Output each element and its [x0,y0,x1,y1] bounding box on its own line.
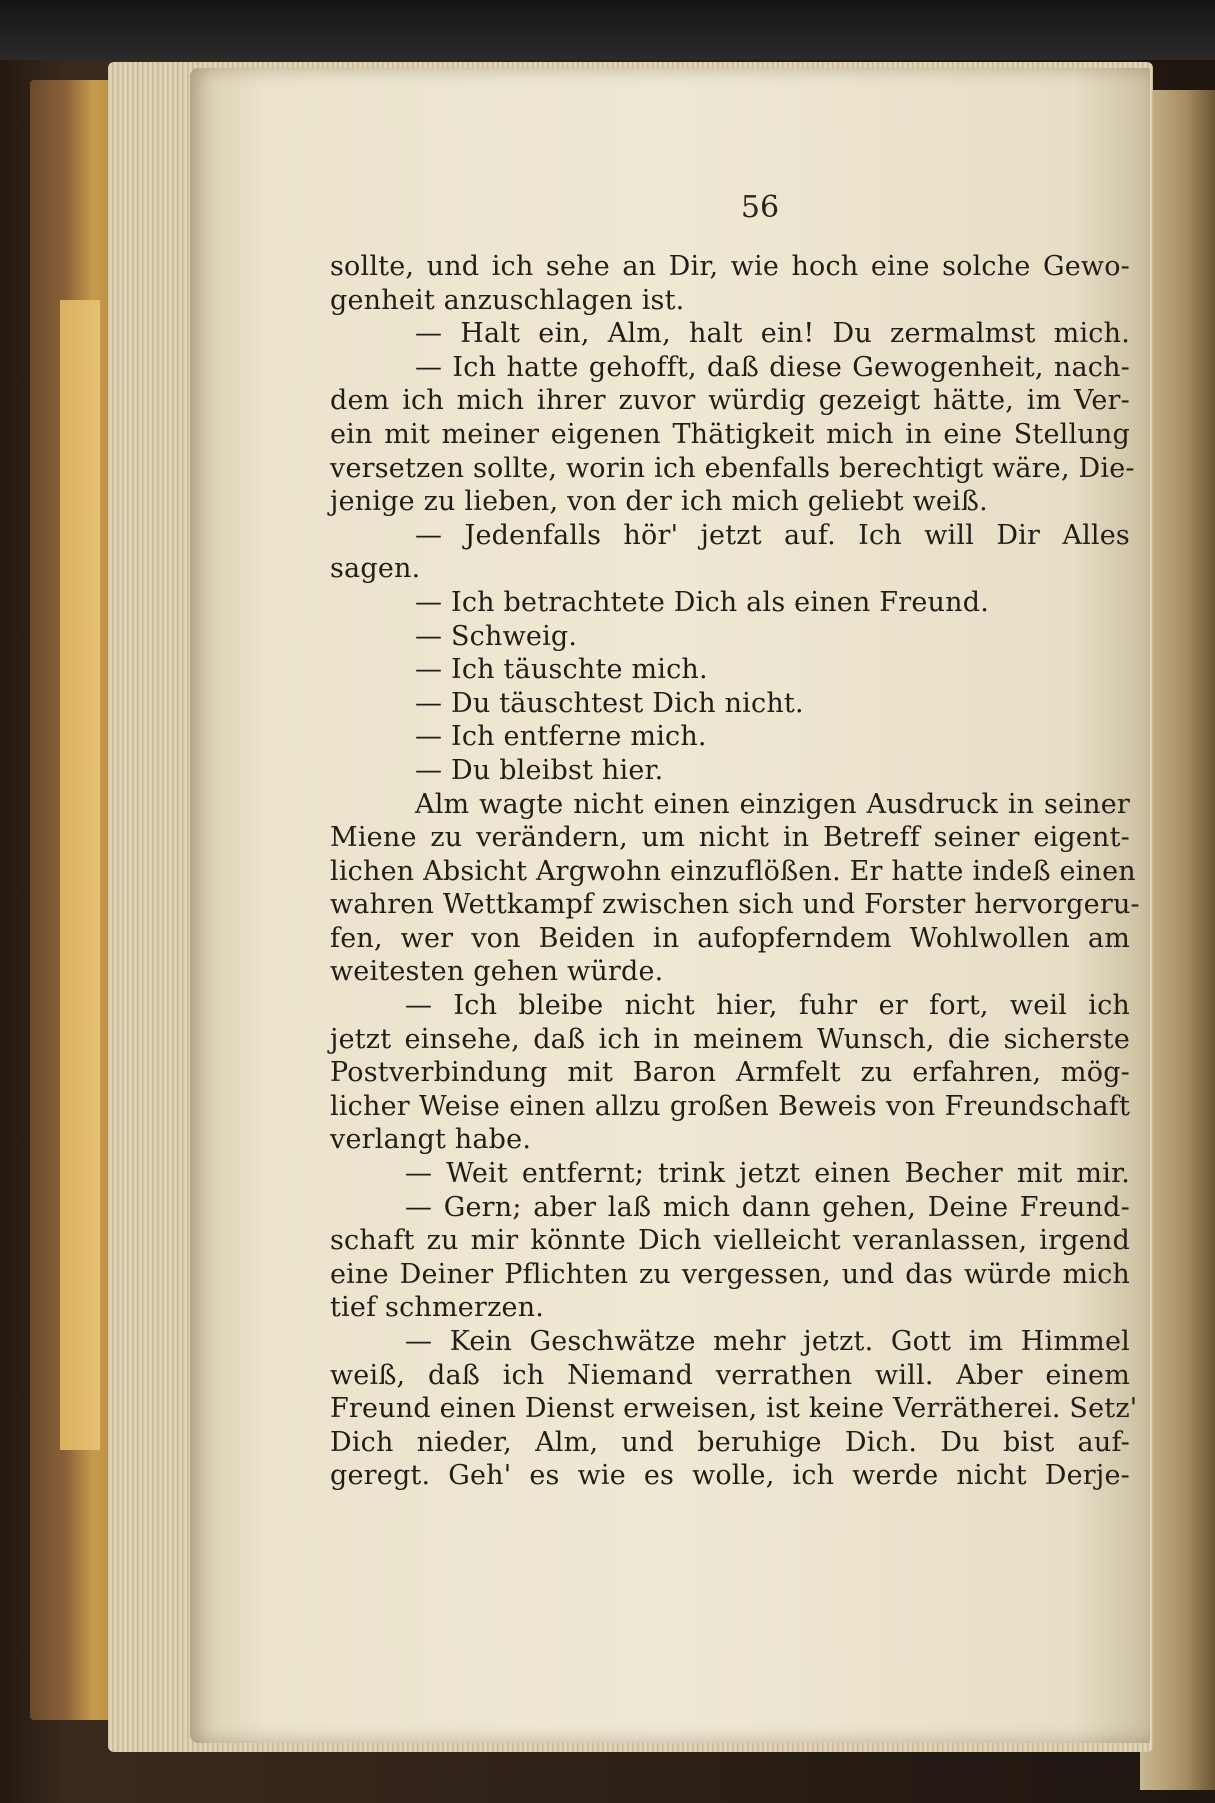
text-line: — Ich bleibe nicht hier, fuhr er fort, weil ich [405,990,1130,1022]
background-top [0,0,1215,60]
text-line: — Halt ein, Alm, halt ein! Du zermalmst mich. [415,318,1130,350]
text-line: Freund einen Dienst erweisen, ist keine Verrätherei. Setz' [330,1393,1138,1425]
text-line: weitesten gehen würde. [330,956,664,988]
text-line: — Du bleibst hier. [415,754,664,786]
text-line: — Ich betrachtete Dich als einen Freund. [415,586,989,618]
text-line: — Jedenfalls hör' jetzt auf. Ich will Dir Alles [415,519,1130,551]
text-line: dem ich mich ihrer zuvor würdig gezeigt hätte, im Ver- [330,385,1130,417]
text-line: Postverbindung mit Baron Armfelt zu erfahren, mög- [330,1057,1130,1089]
page-number: 56 [740,190,780,225]
text-line: schaft zu mir könnte Dich vielleicht veranlassen, irgend [330,1225,1130,1257]
text-line: eine Deiner Pflichten zu vergessen, und das würde mich [330,1258,1130,1290]
spine-label-strip [60,300,100,1450]
text-line: — Ich täuschte mich. [415,654,708,686]
text-line: licher Weise einen allzu großen Beweis von Freundschaft [330,1090,1130,1122]
text-line: — Gern; aber laß mich dann gehen, Deine Freund- [405,1191,1130,1223]
text-line: genheit anzuschlagen ist. [330,284,685,316]
text-line: Alm wagte nicht einen einzigen Ausdruck in seiner [415,788,1130,820]
text-line: jenige zu lieben, von der ich mich geliebt weiß. [330,486,988,518]
text-line: weiß, daß ich Niemand verrathen will. Aber einem [330,1359,1130,1391]
text-line: — Schweig. [415,620,578,652]
text-line: — Kein Geschwätze mehr jetzt. Gott im Himmel [405,1326,1130,1357]
text-line: wahren Wettkampf zwischen sich und Forster hervorgeru- [330,889,1140,921]
text-line: — Du täuschtest Dich nicht. [415,687,804,719]
text-line: — Ich entferne mich. [415,721,707,753]
text-line: verlangt habe. [330,1124,532,1156]
text-line: geregt. Geh' es wie es wolle, ich werde nicht Derje- [330,1460,1130,1492]
page-body-text [330,250,1140,1493]
text-line: — Weit entfernt; trink jetzt einen Becher mit mir. [405,1158,1130,1190]
text-line: ein mit meiner eigenen Thätigkeit mich in eine Stellung [330,418,1130,450]
text-line: tief schmerzen. [330,1292,545,1324]
text-line: — Ich hatte gehofft, daß diese Gewogenheit, nach- [415,351,1130,383]
text-line: sollte, und ich sehe an Dir, wie hoch eine solche Gewo- [330,251,1130,282]
text-line: Miene zu verändern, um nicht in Betreff seiner eigent- [330,822,1130,854]
text-line: Dich nieder, Alm, und beruhige Dich. Du bist auf- [330,1426,1130,1458]
text-line: lichen Absicht Argwohn einzuflößen. Er hatte indeß einen [330,855,1136,887]
text-line: sagen. [330,553,421,585]
text-line: fen, wer von Beiden in aufopferndem Wohlwollen am [330,922,1130,954]
text-line: versetzen sollte, worin ich ebenfalls berechtigt wäre, Die- [330,452,1135,484]
text-line: jetzt einsehe, daß ich in meinem Wunsch, die sicherste [330,1023,1130,1055]
